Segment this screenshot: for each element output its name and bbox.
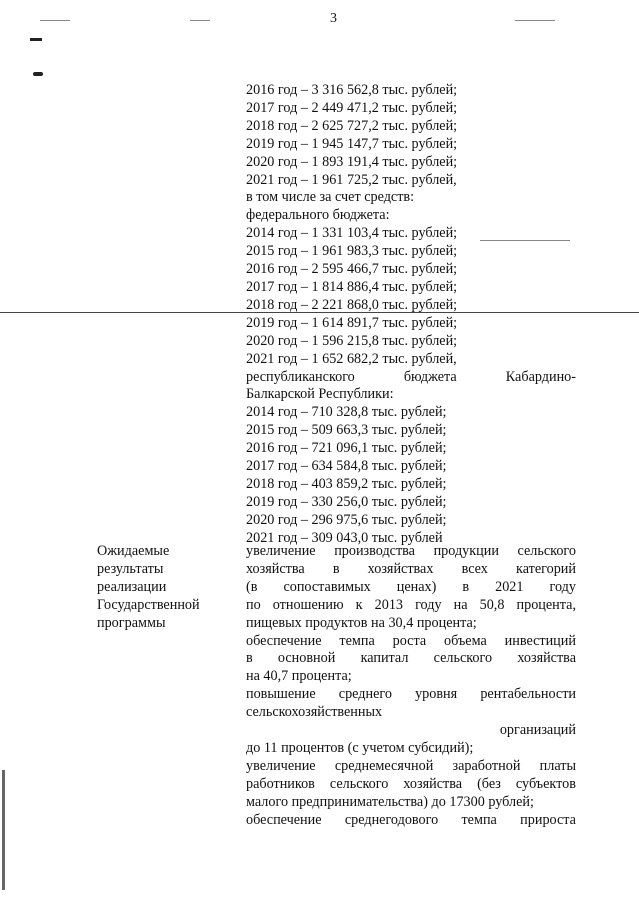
scan-mark-1 (30, 38, 42, 41)
results-line: на 40,7 процента; (246, 668, 352, 685)
funding-line: 2016 год – 721 096,1 тыс. рублей; (246, 440, 447, 457)
results-line: до 11 процентов (с учетом субсидий); (246, 739, 474, 756)
word: процента, (516, 596, 576, 613)
word: сельского (517, 543, 576, 559)
word: обеспечение (246, 811, 322, 828)
word: темпа (339, 632, 375, 649)
funding-line: 2017 год – 634 584,8 тыс. рублей; (246, 458, 447, 475)
funding-line: федерального бюджета: (246, 207, 390, 224)
funding-line: 2017 год – 2 449 471,2 тыс. рублей; (246, 99, 458, 116)
funding-line: 2020 год – 296 975,6 тыс. рублей; (246, 511, 447, 528)
word: уровня (415, 686, 458, 703)
results-label-line: Государственной (97, 596, 200, 613)
word: обеспечение (246, 632, 322, 649)
word: работников (246, 775, 315, 792)
word: объема (444, 632, 487, 649)
word: хозяйствах (367, 560, 434, 577)
results-line (246, 686, 576, 704)
word: 50,8 (479, 596, 505, 613)
word: году (415, 596, 442, 613)
results-label-line: Ожидаемые (97, 543, 170, 559)
funding-line: 2020 год – 1 596 215,8 тыс. рублей; (246, 332, 458, 349)
results-line (246, 812, 576, 830)
word: продукции (433, 543, 499, 559)
results-line (246, 776, 576, 794)
word: повышение (246, 686, 316, 703)
word: сельского (433, 650, 493, 667)
funding-line: 2018 год – 2 221 868,0 тыс. рублей; (246, 296, 458, 313)
results-line (246, 633, 576, 651)
results-line (246, 579, 576, 597)
results-line: организаций (499, 722, 576, 739)
word: увеличение (246, 757, 316, 774)
regional-budget-heading (246, 369, 576, 387)
funding-line: 2021 год – 309 043,0 тыс. рублей (246, 529, 443, 546)
word: отношению (272, 596, 344, 613)
word: основной (277, 650, 336, 667)
word: категорий (516, 560, 576, 577)
funding-line: 2017 год – 1 814 886,4 тыс. рублей; (246, 278, 458, 295)
word: хозяйства (246, 560, 305, 577)
funding-line: 2016 год – 2 595 466,7 тыс. рублей; (246, 261, 458, 278)
word: инвестиций (504, 632, 576, 649)
word: 2013 (374, 596, 404, 613)
word: прироста (520, 811, 576, 828)
results-line (246, 650, 576, 668)
results-label-line: реализации (97, 578, 167, 595)
funding-line: 2019 год – 330 256,0 тыс. рублей; (246, 493, 447, 510)
word: среднемесячной (334, 757, 434, 774)
word: 2021 (495, 578, 524, 595)
funding-line: 2015 год – 1 961 983,3 тыс. рублей; (246, 243, 458, 260)
word: капитал (360, 650, 409, 667)
scan-dash-top-mid (190, 20, 210, 21)
word: ценах) (396, 578, 437, 595)
word: хозяйства (517, 650, 576, 667)
results-label-line: программы (97, 614, 166, 631)
word: к (355, 596, 363, 613)
expected-results-text (246, 543, 576, 830)
results-line: малого предпринимательства) до 17300 рублей; (246, 793, 534, 810)
word: хозяйства (403, 775, 463, 792)
funding-line: 2019 год – 1 945 147,7 тыс. рублей; (246, 135, 458, 152)
word: платы (539, 757, 576, 774)
results-label-line: результаты (97, 560, 164, 577)
word: году (549, 578, 576, 595)
results-line (246, 543, 576, 561)
word: на (453, 596, 468, 613)
word: рентабельности (480, 686, 576, 703)
results-line: пищевых продуктов на 30,4 процента; (246, 614, 477, 631)
word: в (332, 560, 340, 577)
scan-dash-top-left (40, 20, 70, 21)
funding-line: в том числе за счет средств: (246, 189, 415, 206)
results-line (246, 597, 576, 615)
word: всех (461, 560, 488, 577)
funding-line: 2014 год – 1 331 103,4 тыс. рублей; (246, 225, 458, 242)
results-line (246, 561, 576, 579)
scan-dash-top-right (515, 20, 555, 21)
word: сопоставимых (283, 578, 371, 595)
scan-edge-mark (2, 770, 5, 890)
regional-word: Кабардино- (505, 368, 576, 385)
funding-line: 2021 год – 1 961 725,2 тыс. рублей, (246, 171, 457, 188)
funding-line: 2016 год – 3 316 562,8 тыс. рублей; (246, 82, 458, 98)
funding-line: 2018 год – 2 625 727,2 тыс. рублей; (246, 117, 458, 134)
word: среднего (338, 686, 392, 703)
results-line: сельскохозяйственных (246, 704, 383, 721)
funding-line: 2021 год – 1 652 682,2 тыс. рублей, (246, 350, 457, 367)
funding-line: 2015 год – 509 663,3 тыс. рублей; (246, 422, 447, 439)
word: (без (477, 775, 501, 792)
word: роста (392, 632, 427, 649)
regional-word: республиканского (246, 368, 355, 385)
word: субъектов (515, 775, 576, 792)
funding-line: 2014 год – 710 328,8 тыс. рублей; (246, 404, 447, 421)
word: сельского (329, 775, 389, 792)
results-line (246, 758, 576, 776)
word: производства (334, 543, 415, 559)
funding-block (246, 82, 576, 548)
funding-line: 2020 год – 1 893 191,4 тыс. рублей; (246, 153, 458, 170)
word: среднегодового (344, 811, 439, 828)
word: в (462, 578, 470, 595)
page-number: 3 (330, 11, 337, 26)
word: (в (246, 578, 258, 595)
scan-mark-2 (33, 72, 43, 76)
funding-line: 2019 год – 1 614 891,7 тыс. рублей; (246, 314, 458, 331)
word: в (246, 650, 253, 667)
funding-line: 2018 год – 403 859,2 тыс. рублей; (246, 475, 447, 492)
regional-word: бюджета (403, 368, 457, 385)
regional-budget-heading-cont: Балкарской Республики: (246, 386, 394, 403)
word: заработной (452, 757, 521, 774)
word: увеличение (246, 543, 316, 559)
word: темпа (461, 811, 497, 828)
results-label (97, 543, 237, 633)
word: по (246, 596, 261, 613)
